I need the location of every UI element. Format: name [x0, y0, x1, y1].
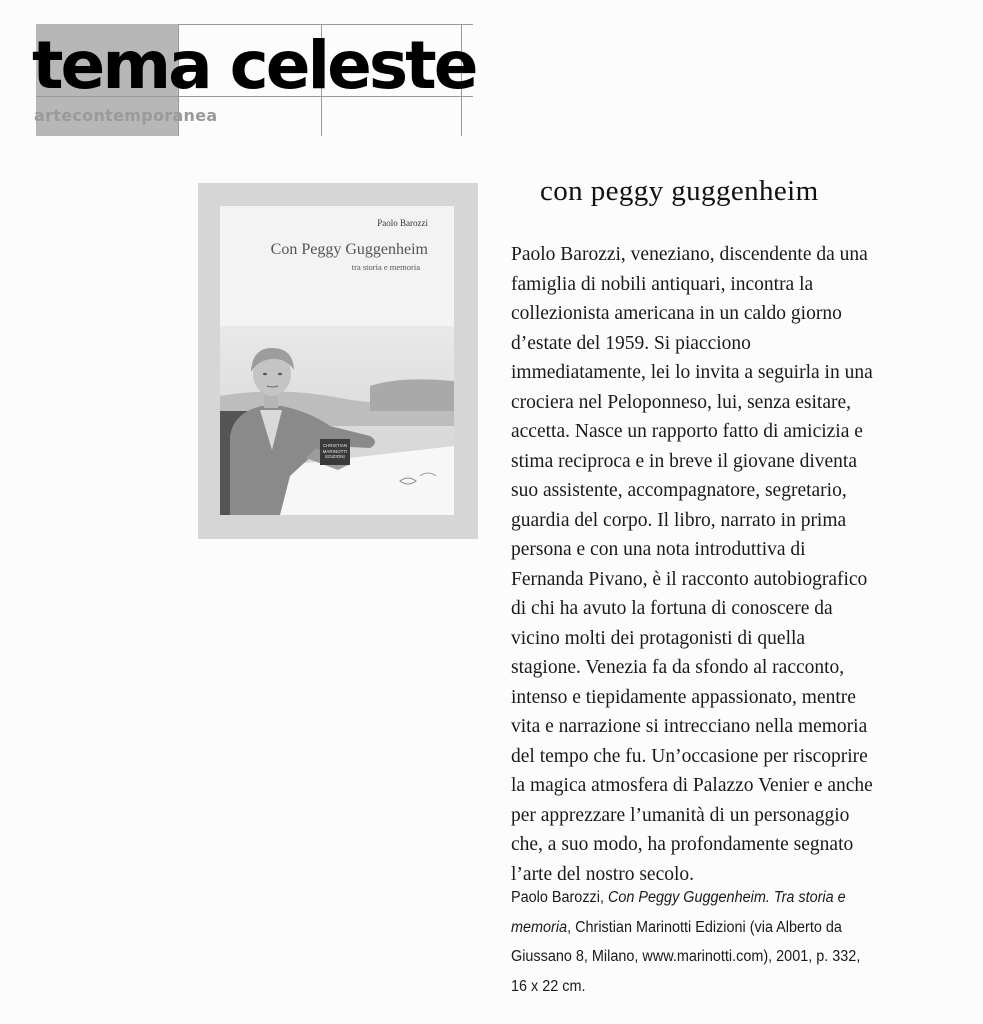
body-line: intenso e tiepidamente appassionato, mentre — [511, 686, 856, 708]
body-line: stagione. Venezia fa da sfondo al racconto, — [511, 657, 845, 678]
credit-format: 16 x 22 cm. — [511, 977, 586, 995]
body-line: vicino molti dei protagonisti di quella — [511, 627, 806, 649]
credit-publisher: , Christian Marinotti Edizioni (via Alberto da — [567, 918, 842, 936]
cover-subtitle: tra storia e memoria — [351, 262, 420, 272]
credit-book-title: memoria — [511, 918, 568, 936]
magazine-title: tema celeste — [32, 27, 476, 104]
body-line: accetta. Nasce un rapporto fatto di amicizia e — [511, 421, 863, 442]
masthead — [0, 0, 983, 150]
credit-author: Paolo Barozzi, — [511, 889, 608, 906]
body-line: che, a suo modo, ha profondamente segnato — [511, 834, 854, 855]
cover-author: Paolo Barozzi — [377, 218, 428, 228]
credit-address: Giussano 8, Milano, www.marinotti.com), 2001, p. 332, — [511, 948, 861, 965]
cover-title: Con Peggy Guggenheim — [270, 241, 428, 258]
body-line: collezionista americana in un caldo giorno — [511, 303, 842, 324]
book-cover — [220, 206, 454, 515]
body-line: suo assistente, accompagnatore, segretario, — [511, 480, 847, 501]
body-line: l’arte del nostro secolo. — [511, 863, 695, 885]
credit-line — [511, 883, 902, 913]
body-line: del tempo che fu. Un’occasione per riscoprire — [511, 745, 868, 767]
publisher-logo: CHRISTIAN MARINOTTI EDIZIONI — [320, 439, 350, 465]
body-line: per apprezzare l’umanità di un personaggio — [511, 804, 850, 826]
cover-photo — [220, 326, 454, 515]
article-title: con peggy guggenheim — [540, 175, 819, 207]
body-line: immediatamente, lei lo invita a seguirla in una — [511, 362, 873, 383]
body-line: stima reciproca e in breve il giovane diventa — [511, 450, 857, 472]
body-line: persona e con una nota introduttiva di — [511, 539, 806, 560]
body-line: vita e narrazione si intrecciano nella memoria — [511, 716, 868, 737]
body-line: guardia del corpo. Il libro, narrato in prima — [511, 509, 847, 531]
body-line: di chi ha avuto la fortuna di conoscere da — [511, 598, 833, 619]
body-line: d’estate del 1959. Si piacciono — [511, 332, 751, 354]
credit-line — [511, 913, 902, 943]
body-line: Paolo Barozzi, veneziano, discendente da una — [511, 244, 868, 265]
article-body — [511, 240, 931, 889]
body-line: famiglia di nobili antiquari, incontra la — [511, 273, 814, 295]
body-line: crociera nel Peloponneso, lui, senza esitare, — [511, 391, 852, 413]
credit-book-title: Con Peggy Guggenheim. Tra storia e — [607, 889, 846, 906]
book-cover-frame — [198, 183, 478, 539]
body-line: Fernanda Pivano, è il racconto autobiografico — [511, 568, 868, 590]
body-line: la magica atmosfera di Palazzo Venier e anche — [511, 775, 873, 796]
magazine-subtitle: artecontemporanea — [34, 106, 218, 125]
book-credit — [511, 883, 902, 1001]
masthead-rule-top — [178, 24, 473, 25]
